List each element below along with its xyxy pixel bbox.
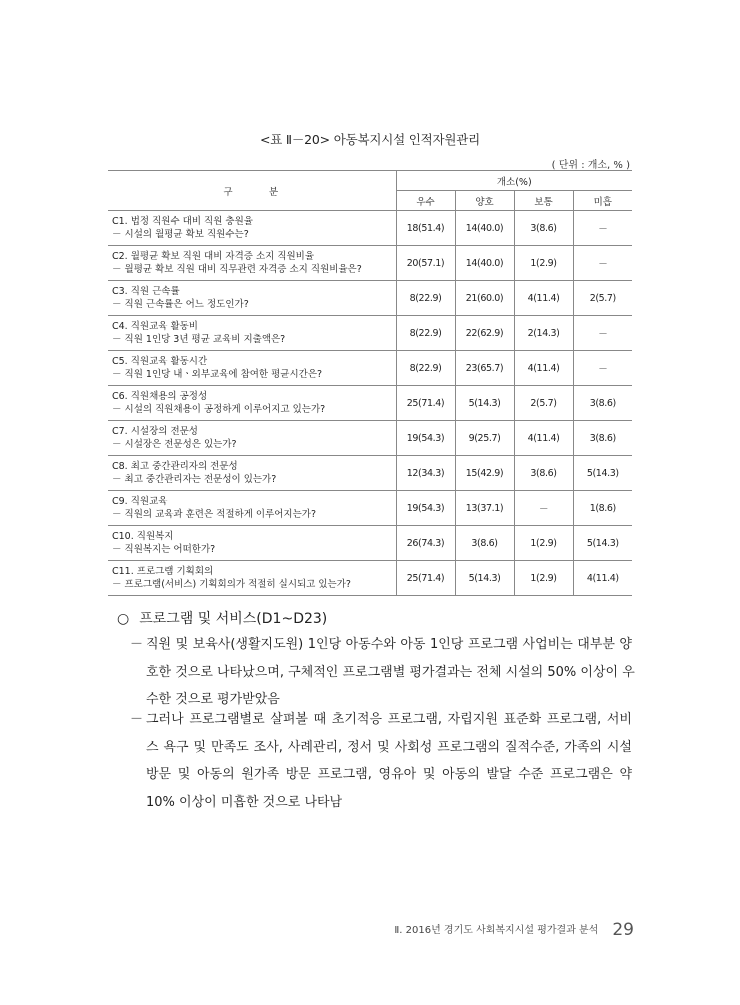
- row-item-question: － 직원의 교육과 훈련은 적절하게 이루어지는가?: [112, 509, 317, 520]
- header-col-average: 보통: [514, 191, 573, 211]
- row-description: [108, 561, 396, 596]
- table-caption: <표 Ⅱ－20> 아동복지시설 인적자원관리: [259, 132, 480, 147]
- row-item-title: C8. 최고 중간관리자의 전문성: [112, 461, 238, 472]
- paragraph-line: 직원 및 보육사(생활지도원) 1인당 아동수와 아동 1인당 프로그램 사업비는 대부분 양: [146, 637, 632, 652]
- table-unit-note: ( 단위 : 개소, % ): [551, 160, 630, 171]
- header-col-poor: 미흡: [573, 191, 632, 211]
- row-value-cell: 19(54.3): [396, 491, 455, 526]
- dash-bullet-icon: －: [130, 712, 144, 727]
- row-value-cell: 21(60.0): [455, 281, 514, 316]
- row-item-title: C6. 직원채용의 공정성: [112, 391, 208, 402]
- row-value-cell: 4(11.4): [514, 281, 573, 316]
- header-col-good: 양호: [455, 191, 514, 211]
- row-item-question: － 최고 중간관리자는 전문성이 있는가?: [112, 474, 277, 485]
- row-item-title: C10. 직원복지: [112, 531, 174, 542]
- table-row: [108, 526, 632, 561]
- row-value-cell: 2(5.7): [514, 386, 573, 421]
- row-value-cell: 1(8.6): [573, 491, 632, 526]
- row-description: [108, 281, 396, 316]
- row-item-question: － 직원 근속률은 어느 정도인가?: [112, 299, 249, 310]
- row-item-question: － 시설의 월평균 확보 직원수는?: [112, 229, 249, 240]
- row-value-cell: 1(2.9): [514, 526, 573, 561]
- row-item-title: C2. 월평균 확보 직원 대비 자격증 소지 직원비율: [112, 251, 315, 262]
- row-value-cell: －: [573, 316, 632, 351]
- row-item-title: C1. 법정 직원수 대비 직원 충원율: [112, 216, 253, 227]
- page-footer: [394, 920, 634, 940]
- row-value-cell: 14(40.0): [455, 246, 514, 281]
- row-value-cell: 26(74.3): [396, 526, 455, 561]
- row-item-question: － 프로그램(서비스) 기획회의가 적절히 실시되고 있는가?: [112, 579, 351, 590]
- row-description: [108, 386, 396, 421]
- row-item-question: － 시설의 직원채용이 공정하게 이루어지고 있는가?: [112, 404, 326, 415]
- row-value-cell: 4(11.4): [573, 561, 632, 596]
- table-row: [108, 246, 632, 281]
- row-description: [108, 526, 396, 561]
- row-item-question: － 직원 1인당 3년 평균 교육비 지출액은?: [112, 334, 286, 345]
- row-item-title: C3. 직원 근속률: [112, 286, 180, 297]
- row-value-cell: 23(65.7): [455, 351, 514, 386]
- row-value-cell: 3(8.6): [455, 526, 514, 561]
- row-description: [108, 351, 396, 386]
- row-value-cell: 4(11.4): [514, 351, 573, 386]
- row-item-title: C11. 프로그램 기획회의: [112, 566, 214, 577]
- table-row: [108, 456, 632, 491]
- row-item-title: C4. 직원교육 활동비: [112, 321, 198, 332]
- dash-bullet-icon: －: [130, 637, 144, 652]
- row-value-cell: 5(14.3): [573, 526, 632, 561]
- circle-bullet-icon: ○: [117, 611, 130, 627]
- header-col-excellent: 우수: [396, 191, 455, 211]
- row-value-cell: 15(42.9): [455, 456, 514, 491]
- row-item-question: － 직원복지는 어떠한가?: [112, 544, 216, 555]
- row-value-cell: 18(51.4): [396, 211, 455, 246]
- row-item-question: － 직원 1인당 내ㆍ외부교육에 참여한 평균시간은?: [112, 369, 323, 380]
- row-value-cell: 5(14.3): [455, 386, 514, 421]
- footer-text: Ⅱ. 2016년 경기도 사회복지시설 평가결과 분석: [394, 925, 599, 936]
- table-row: [108, 316, 632, 351]
- row-value-cell: 13(37.1): [455, 491, 514, 526]
- row-value-cell: 25(71.4): [396, 561, 455, 596]
- paragraph-line: 수한 것으로 평가받았음: [146, 692, 280, 707]
- table-row: [108, 561, 632, 596]
- row-value-cell: 3(8.6): [573, 421, 632, 456]
- row-value-cell: 3(8.6): [514, 211, 573, 246]
- header-category: 구 분: [108, 171, 396, 211]
- table-row: [108, 211, 632, 246]
- row-value-cell: 20(57.1): [396, 246, 455, 281]
- row-item-question: － 시설장은 전문성은 있는가?: [112, 439, 237, 450]
- paragraph-1: [130, 631, 635, 714]
- table-row: [108, 421, 632, 456]
- row-value-cell: 5(14.3): [455, 561, 514, 596]
- row-value-cell: 14(40.0): [455, 211, 514, 246]
- table-row: [108, 281, 632, 316]
- row-value-cell: 12(34.3): [396, 456, 455, 491]
- row-value-cell: 2(5.7): [573, 281, 632, 316]
- row-value-cell: －: [573, 211, 632, 246]
- row-value-cell: 22(62.9): [455, 316, 514, 351]
- paragraph-line: 스 욕구 및 만족도 조사, 사례관리, 정서 및 사회성 프로그램의 질적수준, 가족의 시설: [146, 739, 632, 755]
- page-number: 29: [612, 920, 634, 940]
- section-heading: [117, 608, 327, 628]
- row-item-title: C9. 직원교육: [112, 496, 168, 507]
- row-description: [108, 491, 396, 526]
- row-value-cell: 5(14.3): [573, 456, 632, 491]
- row-description: [108, 211, 396, 246]
- paragraph-line: 10% 이상이 미흡한 것으로 나타남: [146, 794, 343, 810]
- section-title: 프로그램 및 서비스(D1~D23): [139, 611, 328, 627]
- row-value-cell: 25(71.4): [396, 386, 455, 421]
- row-value-cell: 8(22.9): [396, 281, 455, 316]
- table-row: [108, 491, 632, 526]
- row-description: [108, 421, 396, 456]
- table-row: [108, 351, 632, 386]
- row-description: [108, 246, 396, 281]
- paragraph-line: 호한 것으로 나타났으며, 구체적인 프로그램별 평가결과는 전체 시설의 50% 이상이 우: [146, 664, 635, 680]
- row-value-cell: 1(2.9): [514, 246, 573, 281]
- row-value-cell: 2(14.3): [514, 316, 573, 351]
- row-item-title: C5. 직원교육 활동시간: [112, 356, 208, 367]
- table-row: [108, 386, 632, 421]
- header-group-count: 개소(%): [396, 171, 632, 191]
- row-description: [108, 316, 396, 351]
- row-value-cell: 3(8.6): [514, 456, 573, 491]
- row-value-cell: －: [514, 491, 573, 526]
- row-value-cell: 19(54.3): [396, 421, 455, 456]
- row-value-cell: －: [573, 351, 632, 386]
- row-value-cell: 1(2.9): [514, 561, 573, 596]
- row-value-cell: －: [573, 246, 632, 281]
- row-description: [108, 456, 396, 491]
- hr-management-table: [108, 170, 632, 596]
- paragraph-line: 그러나 프로그램별로 살펴볼 때 초기적응 프로그램, 자립지원 표준화 프로그램, 서비: [146, 712, 632, 727]
- row-value-cell: 8(22.9): [396, 316, 455, 351]
- row-value-cell: 8(22.9): [396, 351, 455, 386]
- row-item-title: C7. 시설장의 전문성: [112, 426, 198, 437]
- row-value-cell: 4(11.4): [514, 421, 573, 456]
- row-value-cell: 3(8.6): [573, 386, 632, 421]
- row-value-cell: 9(25.7): [455, 421, 514, 456]
- row-item-question: － 월평균 확보 직원 대비 직무관련 자격증 소지 직원비율은?: [112, 264, 362, 275]
- paragraph-line: 방문 및 아동의 원가족 방문 프로그램, 영유아 및 아동의 발달 수준 프로그램은 약: [146, 767, 632, 782]
- paragraph-2: [130, 706, 632, 816]
